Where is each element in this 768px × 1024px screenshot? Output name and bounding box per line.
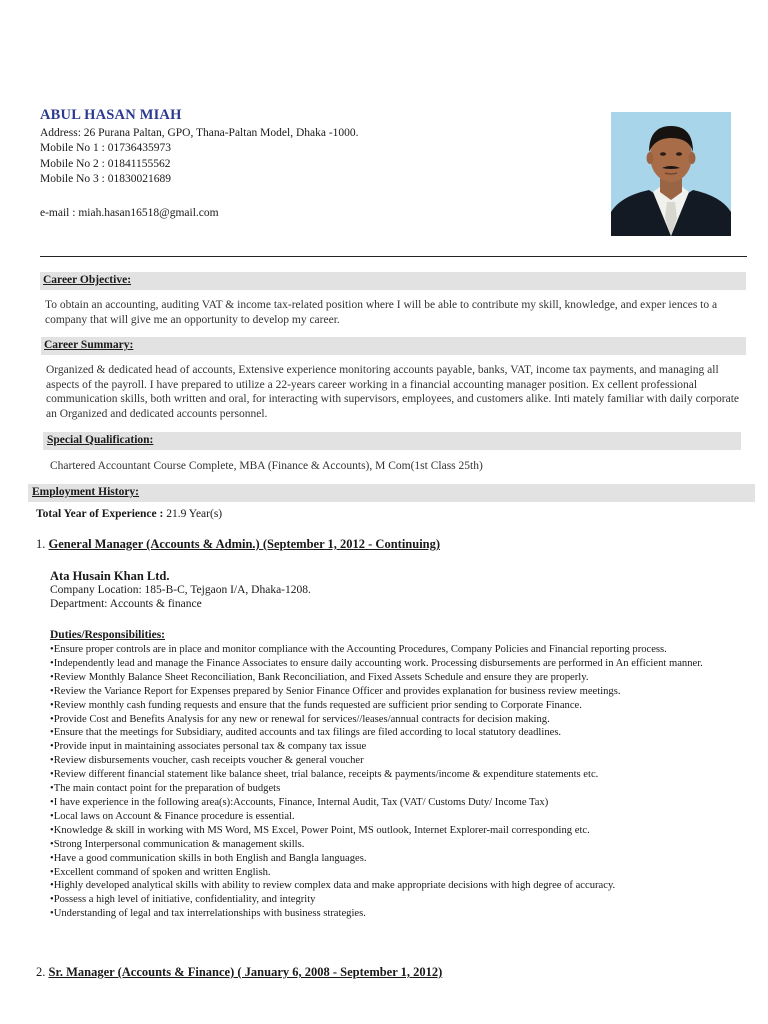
job-1-duties-list [50,643,755,921]
mobile-line-1: Mobile No 1 : 01736435973 [40,142,171,155]
list-item: • Provide Cost and Benefits Analysis for any new or renewal for services//leases/annual contracts for decision making. [50,713,755,727]
list-item: • Possess a high level of initiative, confidentiality, and integrity [50,893,755,907]
job-1-duties-heading: Duties/Responsibilities: [50,629,166,641]
list-item: • Review the Variance Report for Expenses prepared by Senior Finance Officer and provides explanation for business review meetings. [50,685,755,699]
total-experience-value: 21.9 Year(s) [166,508,223,520]
job-2-heading [36,965,442,980]
total-experience-label: Total Year of Experience : [36,508,164,520]
list-item: • Ensure that the meetings for Subsidiary, audited accounts and tax filings are filed according to local statutory deadlines. [50,726,755,740]
profile-photo [611,112,731,236]
list-item: • Provide input in maintaining associates personal tax & company tax issue [50,740,755,754]
career-summary-bar [41,337,746,355]
total-experience [36,508,222,520]
job-1-heading [36,537,440,552]
job-1-title: General Manager (Accounts & Admin.) (September 1, 2012 - Continuing) [48,537,441,551]
header-divider [40,256,747,257]
career-objective-text: To obtain an accounting, auditing VAT & income tax-related position where I will be able to contribute my skill, knowledge, and exper iences to a company that will give me an opportunity to develop my career. [45,299,718,326]
candidate-name: ABUL HASAN MIAH [40,107,182,123]
mobile-line-3: Mobile No 3 : 01830021689 [40,172,171,185]
job-1-number: 1. [36,537,46,551]
employment-history-bar [28,484,755,502]
special-qualification-text: Chartered Accountant Course Complete, MBA (Finance & Accounts), M Com(1st Class 25th) [50,460,483,472]
list-item: • The main contact point for the preparation of budgets [50,782,755,796]
list-item: • Excellent command of spoken and written English. [50,866,755,880]
list-item: • Independently lead and manage the Finance Associates to ensure daily accounting work. Processing disbursements are performed in An efficient manner. [50,657,755,671]
employment-history-heading: Employment History: [32,486,140,498]
list-item: • Review disbursements voucher, cash receipts voucher & general voucher [50,754,755,768]
list-item: • Review different financial statement like balance sheet, trial balance, receipts & payments/income & expenditure statements etc. [50,768,755,782]
career-summary-heading: Career Summary: [44,339,134,351]
list-item: • I have experience in the following area(s):Accounts, Finance, Internal Audit, Tax (VAT/ Customs Duty/ Income Tax) [50,796,755,810]
special-qualification-bar [43,432,741,450]
list-item: • Highly developed analytical skills with ability to review complex data and make appropriate decisions with high degree of accuracy. [50,879,755,893]
list-item: • Knowledge & skill in working with MS Word, MS Excel, Power Point, MS outlook, Internet Explorer-mail corresponding etc. [50,824,755,838]
list-item: • Local laws on Account & Finance procedure is essential. [50,810,755,824]
job-1-location: Company Location: 185-B-C, Tejgaon I/A, Dhaka-1208. [50,584,311,596]
mobile-line-2: Mobile No 2 : 01841155562 [40,157,171,170]
portrait-illustration [611,112,731,236]
contact-block [40,126,359,187]
career-objective-bar [40,272,746,290]
list-item: • Review monthly cash funding requests and ensure that the funds requested are sufficient prior sending to Corporate Finance. [50,699,755,713]
list-item: • Review Monthly Balance Sheet Reconciliation, Bank Reconciliation, and Fixed Assets Schedule and ensure they are properly. [50,671,755,685]
list-item: • Ensure proper controls are in place and monitor compliance with the Accounting Procedures, Company Policies and Financial reporting process. [50,643,755,657]
special-qualification-heading: Special Qualification: [47,434,154,446]
job-2-title: Sr. Manager (Accounts & Finance) ( January 6, 2008 - September 1, 2012) [48,965,443,979]
list-item: • Have a good communication skills in both English and Bangla languages. [50,852,755,866]
address-line: Address: 26 Purana Paltan, GPO, Thana-Paltan Model, Dhaka -1000. [40,127,359,139]
career-summary-text: Organized & dedicated head of accounts, Extensive experience monitoring accounts payable, banks, VAT, income tax payments, and managing all aspects of the payroll. I have prepared to utilize a 22-years career working in a financial accounting manager position. Ex cellent professional communication skills, both written and oral, for interacting with supervisors, employees, and customers alike. Inti mately familiar with daily corporate an Organized and dedicated accounts personnel. [46,364,740,421]
list-item: • Understanding of legal and tax interrelationships with business strategies. [50,907,755,921]
email-line: e-mail : miah.hasan16518@gmail.com [40,207,219,219]
career-objective-heading: Career Objective: [43,274,132,286]
list-item: • Strong Interpersonal communication & management skills. [50,838,755,852]
job-1-company: Ata Husain Khan Ltd. [50,569,170,583]
job-1-department: Department: Accounts & finance [50,598,202,610]
job-2-number: 2. [36,965,46,979]
